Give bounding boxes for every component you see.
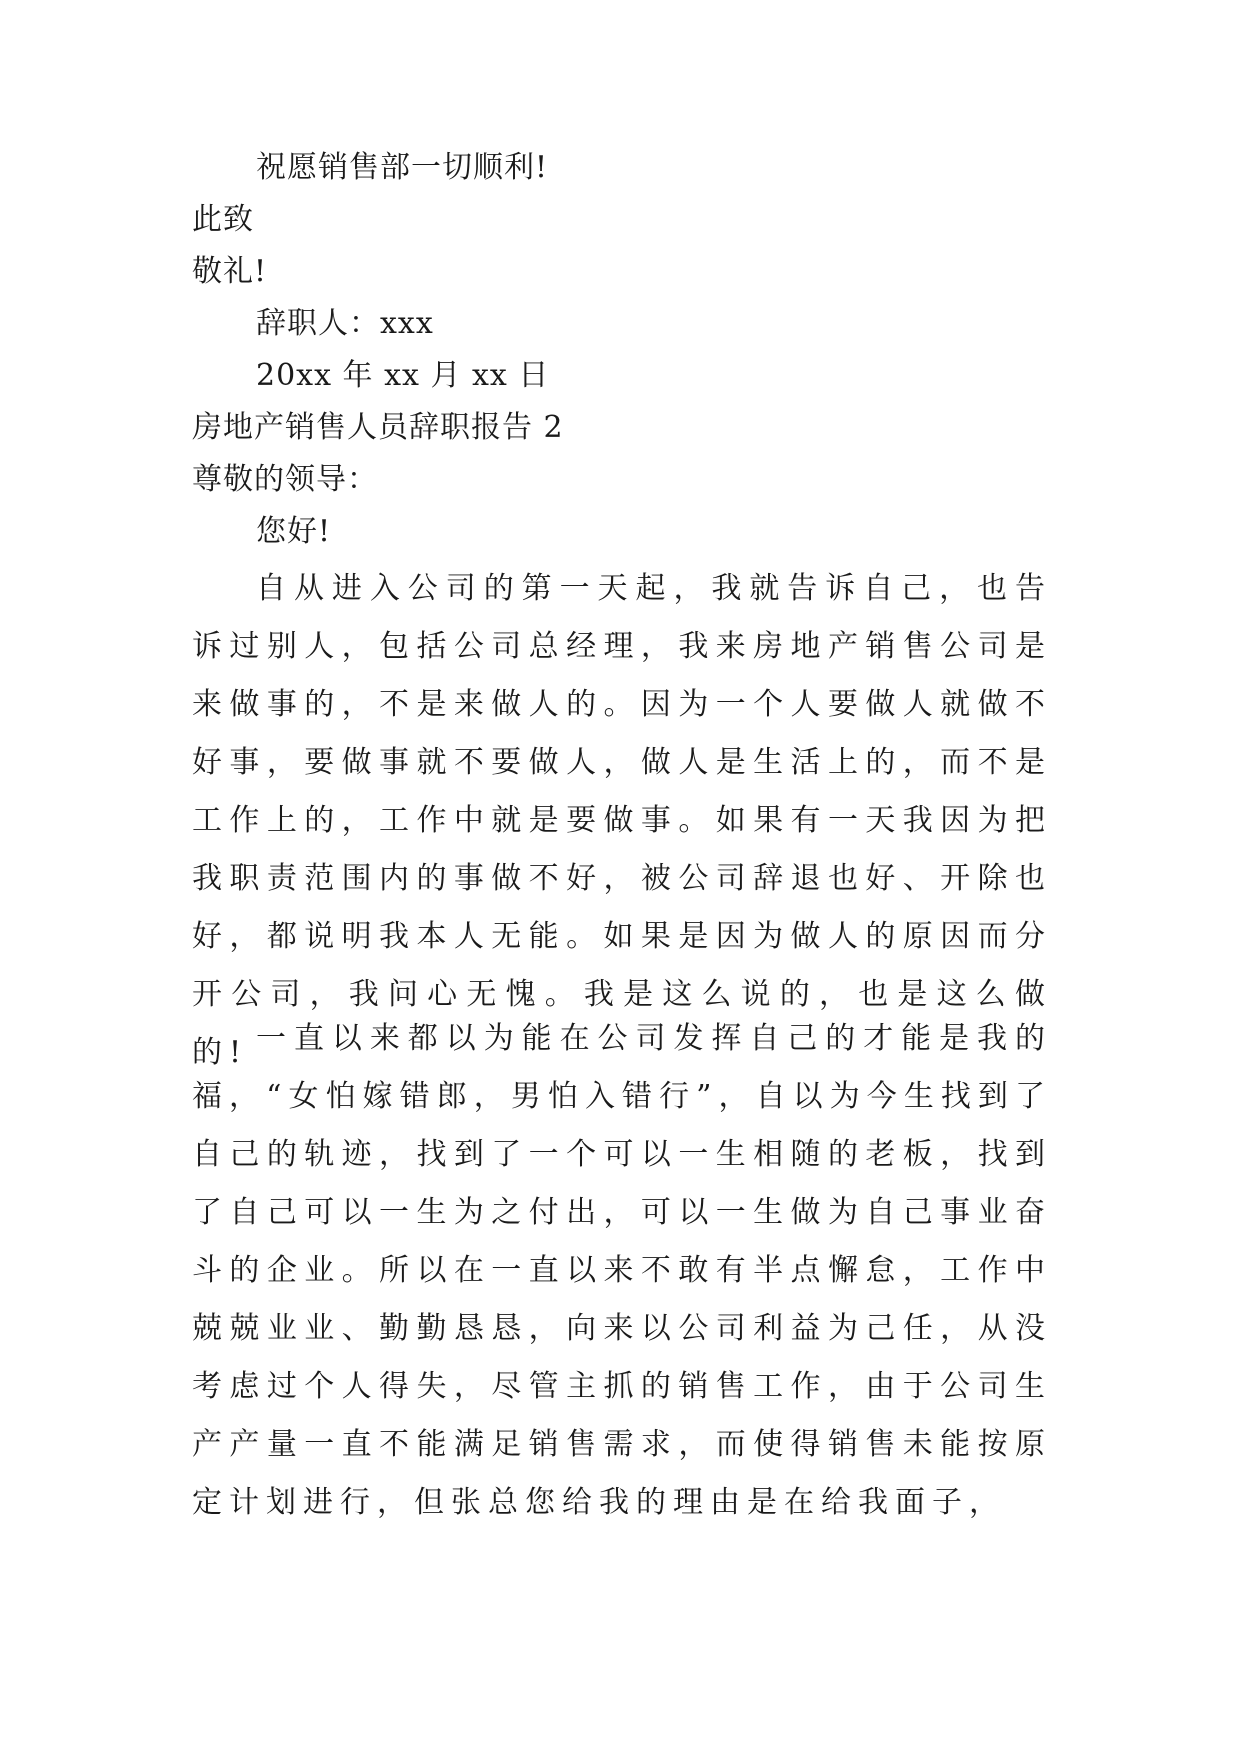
body-paragraph-2: 一直以来都以为能在公司发挥自己的才能是我的福，“女怕嫁错郎，男怕入错行”，自以为今生找到了自己的轨迹，找到了一个可以一生相随的老板，找到了自己可以一生为之付出，可以一生做为自己事业奋斗的企业。所以在一直以来不敢有半点懈怠，工作中兢兢业业、勤勤恳恳，向来以公司利益为己任，从没考虑过个人得失，尽管主抓的销售工作，由于公司生产产量一直不能满足销售需求，而使得销售未能按原定计划进行，但张总您给我的理由是在给我面子， bbox=[192, 1021, 1052, 1520]
date-line: 20xx 年 xx 月 xx 日 bbox=[256, 358, 550, 393]
signer-line: 辞职人：xxx bbox=[256, 306, 434, 341]
salutation-line-2: 敬礼! bbox=[192, 254, 268, 289]
closing-wish: 祝愿销售部一切顺利! bbox=[256, 150, 549, 185]
addressee-line: 尊敬的领导： bbox=[192, 462, 378, 497]
body-paragraph-1: 自从进入公司的第一天起，我就告诉自己，也告诉过别人，包括公司总经理，我来房地产销售公司是来做事的，不是来做人的。因为一个人要做人就做不好事，要做事就不要做人，做人是生活上的，而不是工作上的，工作中就是要做事。如果有一天我因为把我职责范围内的事做不好，被公司辞退也好、开除也好，都说明我本人无能。如果是因为做人的原因而分开公司，我问心无愧。我是这么说的，也是这么做的! bbox=[192, 571, 1052, 1070]
salutation-line-1: 此致 bbox=[192, 202, 254, 237]
greeting-line: 您好! bbox=[256, 514, 332, 549]
report-title: 房地产销售人员辞职报告 2 bbox=[192, 410, 564, 445]
